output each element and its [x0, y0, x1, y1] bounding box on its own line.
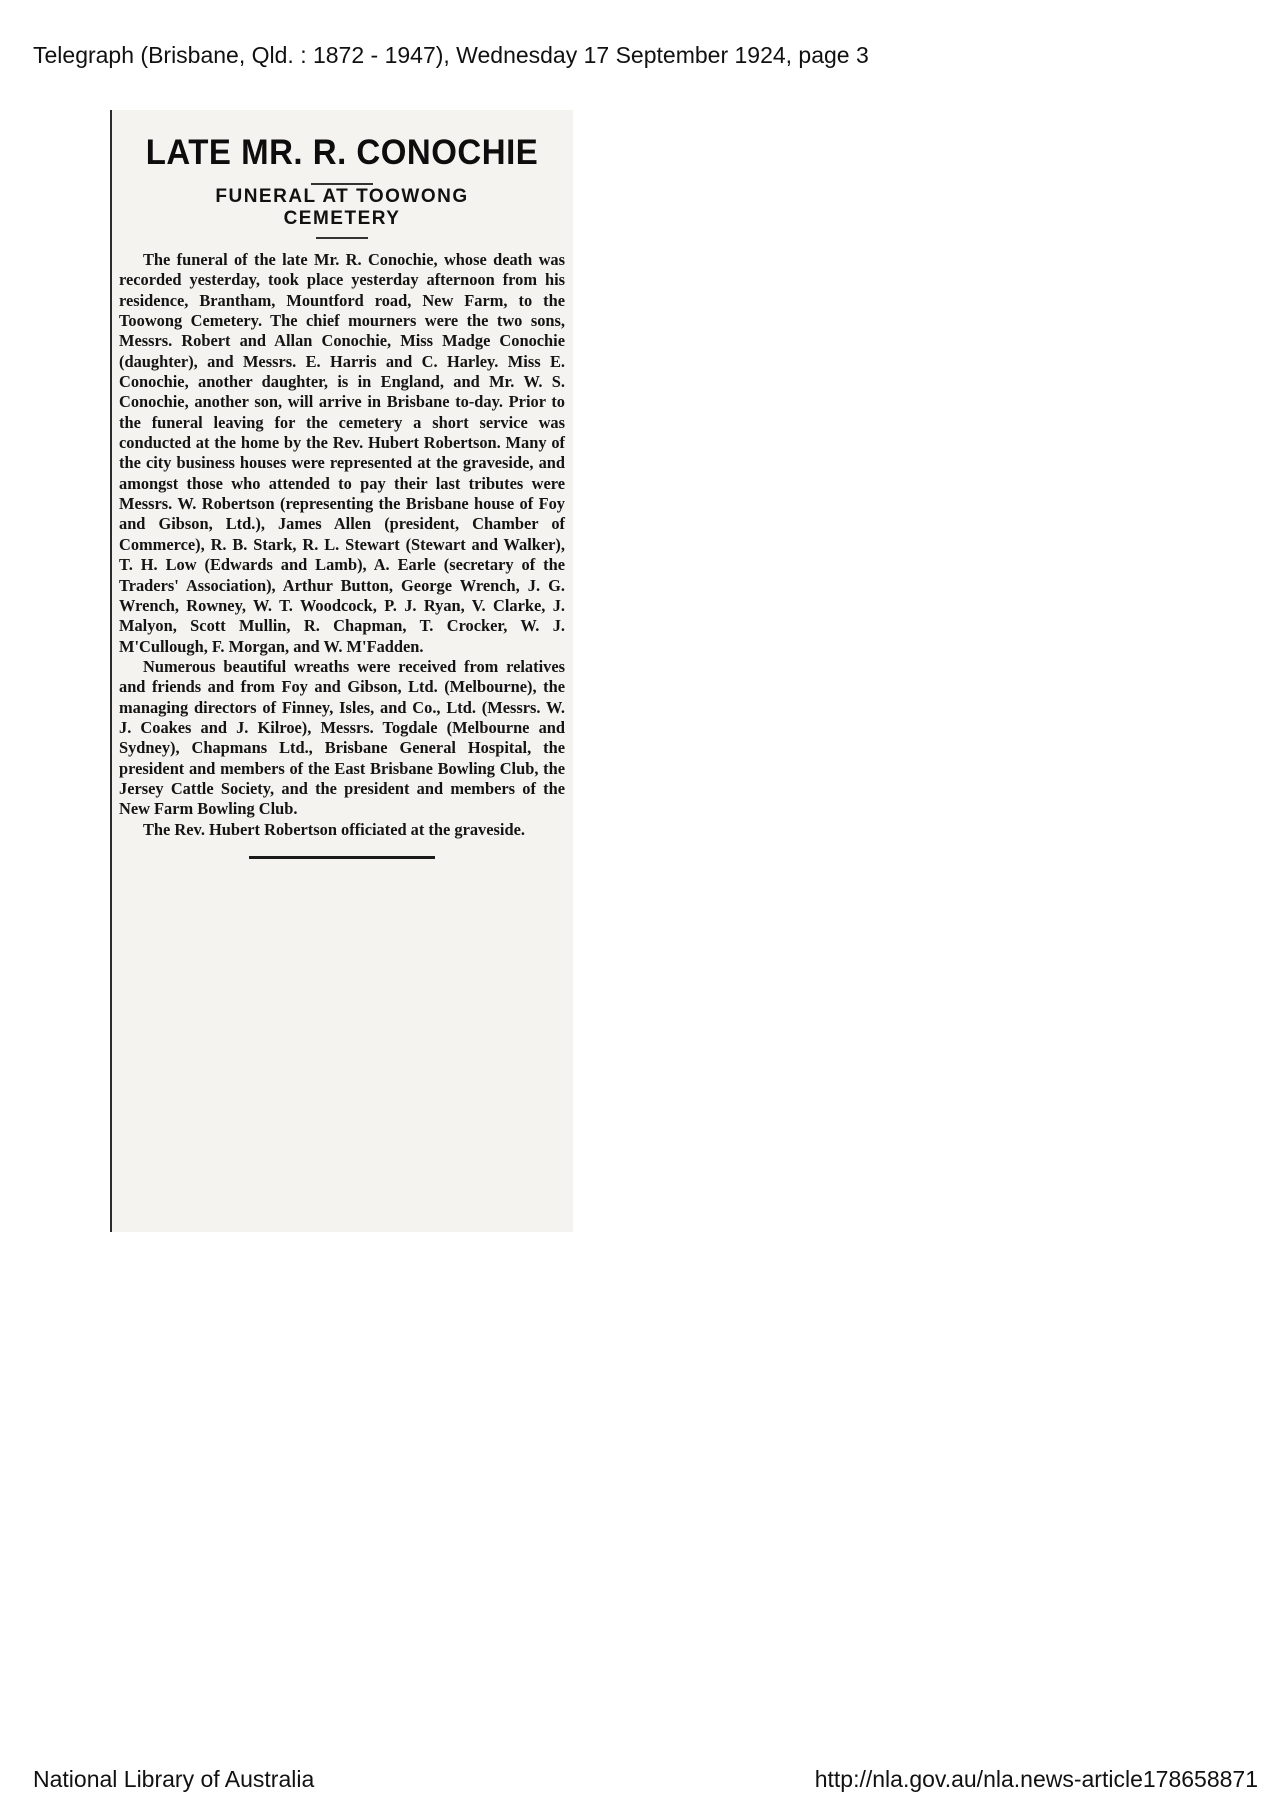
article-paragraph-3: The Rev. Hubert Robertson officiated at the graveside.: [143, 819, 525, 839]
article-paragraph-2: Numerous beautiful wreaths were received from relatives and friends and from Foy and Gibson, Ltd. (Melbourne), the managing directors of Finney, Isles, and Co., Ltd. (Messrs. W. J. Coakes and J. Kilroe), Messrs. Togdale (Melbourne and Sydney), Chapmans Ltd., Brisbane General Hospital, the president and members of the East Brisbane Bowling Club, the Jersey Cattle Society, and the president and members of the New Farm Bowling Club.: [119, 656, 565, 819]
article-subheadline-line2: CEMETERY: [283, 208, 401, 229]
page-citation-header: Telegraph (Brisbane, Qld. : 1872 - 1947), Wednesday 17 September 1924, page 3: [33, 42, 869, 68]
article-body: [119, 250, 565, 840]
article-headline: LATE MR. R. CONOCHIE: [145, 131, 539, 172]
footer-publisher: National Library of Australia: [33, 1766, 315, 1792]
article-paragraph-1: The funeral of the late Mr. R. Conochie, whose death was recorded yesterday, took place yesterday afternoon from his residence, Brantham, Mountford road, New Farm, to the Toowong Cemetery. The chief mourners were the two sons, Messrs. Robert and Allan Conochie, Miss Madge Conochie (daughter), and Messrs. E. Harris and C. Harley. Miss E. Conochie, another daughter, is in England, and Mr. W. S. Conochie, another son, will arrive in Brisbane to-day. Prior to the funeral leaving for the cemetery a short service was conducted at the home by the Rev. Hubert Robertson. Many of the city business houses were represented at the graveside, and amongst those who attended to pay their last tributes were Messrs. W. Robertson (representing the Brisbane house of Foy and Gibson, Ltd.), James Allen (president, Chamber of Commerce), R. B. Stark, R. L. Stewart (Stewart and Walker), T. H. Low (Edwards and Lamb), A. Earle (secretary of the Traders' Association), Arthur Button, George Wrench, J. G. Wrench, Rowney, W. T. Woodcock, P. J. Ryan, V. Clarke, J. Malyon, Scott Mullin, R. Chapman, T. Crocker, W. J. M'Cullough, F. Morgan, and W. M'Fadden.: [119, 250, 565, 656]
footer-article-url[interactable]: http://nla.gov.au/nla.news-article178658871: [814, 1766, 1258, 1792]
subheadline-divider: [119, 230, 565, 246]
newspaper-clipping: [110, 110, 573, 1232]
clipping-left-border: [110, 110, 112, 1232]
article-subheadline-line1: FUNERAL AT TOOWONG: [215, 186, 469, 207]
article-end-rule: [249, 856, 435, 859]
headline-divider: [119, 172, 565, 186]
